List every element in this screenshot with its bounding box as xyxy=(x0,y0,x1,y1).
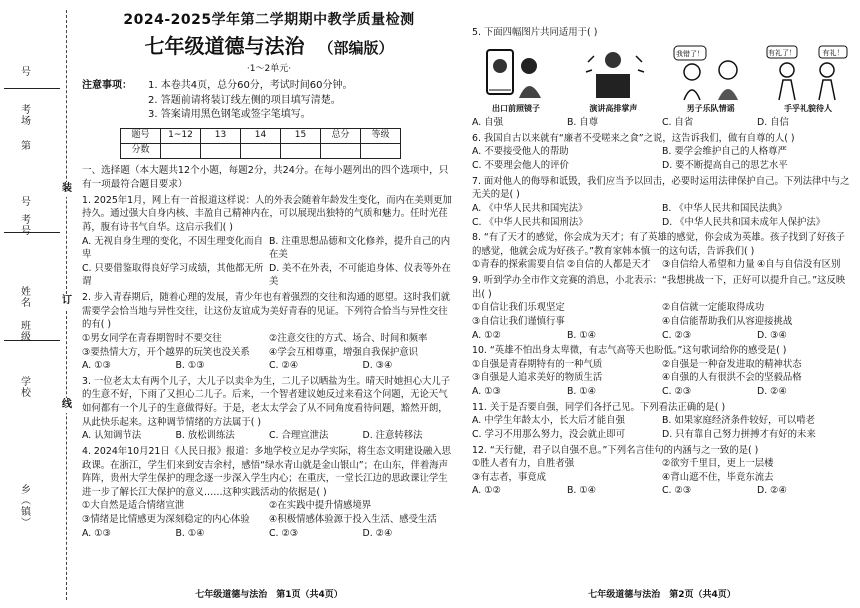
score-header-cell: 14 xyxy=(241,128,281,143)
bubble-text: 有礼了！ xyxy=(767,48,796,57)
label-school: 学校 xyxy=(18,376,30,398)
question-stem: 12. “天行健，君子以自强不息。”下列名言佳句的内涵与之一致的是( ) xyxy=(472,444,759,456)
score-cell[interactable] xyxy=(361,143,401,158)
option: C. 只要借鉴取得良好学习成绩，其他都无所谓 xyxy=(82,262,264,288)
score-cell[interactable] xyxy=(201,143,241,158)
answer-choice: D. 注意转移法 xyxy=(362,430,423,442)
label-number-2: 号 xyxy=(18,196,30,207)
label-exam-number: 考号 xyxy=(18,214,30,236)
answer-choice: D. ③④ xyxy=(362,360,393,372)
option: A. 无视自身生理的变化，不因生理变化而自卑 xyxy=(82,235,263,261)
option: C. 《中华人民共和国刑法》 xyxy=(472,216,588,228)
answer-choice: D. 自信 xyxy=(757,117,789,129)
subject-name: 七年级道德与法治 xyxy=(144,34,305,59)
question-1 xyxy=(82,194,456,289)
label-exam-room: 考场 xyxy=(18,104,30,126)
score-cell[interactable] xyxy=(281,143,321,158)
option: C. 不要理会他人的评价 xyxy=(472,160,569,172)
answer-choice: C. 自省 xyxy=(662,117,694,129)
subject-title xyxy=(82,32,456,61)
statement: ②在实践中提升情感境界 xyxy=(269,500,372,512)
answer-choice: B. 放松训练法 xyxy=(175,430,235,442)
mirror-illustration xyxy=(481,44,551,102)
question-stem: 11. 关于是否要自强，同学们各抒己见。下列看法正确的是( ) xyxy=(472,401,726,413)
question-stem: 4. 2024年10月21日《人民日报》报道：多地学校立足办学实际，将生态文明建设融入思政课。在浙江，学生们来到安吉余村，感悟“绿水青山就是金山银山”；在山东，伴着海声阵阵，贵州大学生保护的理念逐一步深入学生内心；在重庆，一堂长江边的思政课让学生进一步了解长江大保护的意义……这种实践活动的依据是( ) xyxy=(82,445,452,498)
answer-choice: C. ②③ xyxy=(662,485,692,497)
statement: ②自强是一种奋发进取的精神状态 xyxy=(662,358,802,370)
edition-label: （部编版） xyxy=(318,39,394,58)
answer-choice: B. ①④ xyxy=(567,386,597,398)
statement: ①自信让我们乐观坚定 xyxy=(472,302,565,314)
binding-word-zhuang: 装 xyxy=(62,182,72,197)
bubble-text: 有礼！ xyxy=(822,48,844,57)
binding-word-xian: 线 xyxy=(62,398,72,413)
statement: ③有志者，事竟成 xyxy=(472,471,547,483)
label-class: 班级 xyxy=(18,320,30,342)
statement: ②自信就一定能取得成功 xyxy=(662,302,765,314)
statement: ③自信给人希望和力量 xyxy=(662,259,755,271)
option: B. 如果家庭经济条件较好，可以啃老 xyxy=(662,415,816,427)
answer-choice: B. ①④ xyxy=(175,527,205,539)
fill-line xyxy=(4,232,60,233)
score-cell[interactable] xyxy=(321,143,361,158)
cartoon-caption: 演讲高排掌声 xyxy=(589,103,638,113)
option: C. 学习不用那么努力，没会就止即可 xyxy=(472,428,626,440)
answer-choice: D. ②④ xyxy=(757,485,787,497)
statement: ④自强的人有很洪不会的坚毅品格 xyxy=(662,372,802,384)
question-stem: 10. “英雄不怕出身太卑微，有志气高等天也盼低。”这句歌词给你的感受是( ) xyxy=(472,345,787,357)
page-1 xyxy=(82,10,456,606)
section-heading: 一、选择题（本大题共12个小题，每题2分，共24分。在每小题列出的四个选项中，只有一项最符合题目要求） xyxy=(82,164,449,190)
answer-choice: A. ①③ xyxy=(472,386,502,398)
label-number: 号 xyxy=(18,66,30,77)
page-2 xyxy=(472,24,852,606)
cartoon-speech xyxy=(569,44,657,115)
statement: ④积极情感体验源于投入生活、感受生活 xyxy=(269,514,437,526)
option: A. 中学生年龄太小，长大后才能自强 xyxy=(472,415,625,427)
option: D. 要不断提高自己的思艺水平 xyxy=(662,160,788,172)
statement: ④自信能帮助我们从容迎接挑战 xyxy=(662,315,793,327)
statement: ④学会互相尊重，增强自我保护意识 xyxy=(269,346,419,358)
unit-label: ·1～2单元· xyxy=(246,64,292,75)
score-table-row xyxy=(121,143,401,158)
question-stem: 3. 一位老太太有两个儿子，大儿子以卖伞为生，二儿子以晒盐为生。晴天时她担心大儿子的生意不好，下雨了又担心二儿子。后来，一个智者建议她反过来看这个问题，无论天气如何都有一个儿子的生意做得好。于是，老太太学会了从不同角度看待问题，豁然开朗，从此快乐起来。这种调节情绪的方法属于( ) xyxy=(82,375,451,428)
question-8 xyxy=(472,231,852,272)
question-7 xyxy=(472,175,852,230)
binding-sidebar xyxy=(0,0,78,608)
statement: ①大自然是适合情绪宣泄 xyxy=(82,500,185,512)
score-table xyxy=(120,128,401,159)
answer-choice: A. ①③ xyxy=(82,527,112,539)
label-di: 第 xyxy=(18,140,30,151)
statement: ①青春的探索需要自信 xyxy=(472,259,565,271)
note-item: 1. 本卷共4页，总分60分，考试时间60分钟。 xyxy=(148,80,353,92)
statement: ③自强是人追求美好的物质生活 xyxy=(472,372,603,384)
page-footer: 七年级道德与法治 第2页（共4页） xyxy=(588,589,736,600)
note-item: 3. 答案请用黑色钢笔或签字笔填写。 xyxy=(148,109,311,121)
score-header-cell: 1~12 xyxy=(161,128,201,143)
label-name: 姓名 xyxy=(18,286,30,308)
option: B. 注重思想品德和文化修养，提升自己的内在美 xyxy=(269,235,451,261)
statement: ①自强是青春期特有的一种气质 xyxy=(472,358,603,370)
fill-line xyxy=(4,340,60,341)
option: B. 要学会维护自己的人格尊严 xyxy=(662,146,787,158)
answer-choice: C. 合理宣泄法 xyxy=(269,430,329,442)
binding-word-ding: 订 xyxy=(62,294,72,309)
score-cell[interactable] xyxy=(241,143,281,158)
question-5 xyxy=(472,26,852,130)
option: D. 只有靠自己努力拼搏才有好的未来 xyxy=(662,428,816,440)
score-header-cell: 等级 xyxy=(361,128,401,143)
option: D. 美不在外表，不可能追身体、仪表等外在美 xyxy=(269,262,451,288)
page-footer: 七年级道德与法治 第1页（共4页） xyxy=(195,589,343,600)
note-item: 2. 答题前请将装订线左侧的项目填写清楚。 xyxy=(148,94,341,106)
answer-choice: A. ①③ xyxy=(82,360,112,372)
label-town: 乡（镇） xyxy=(18,484,30,528)
notes-label: 注意事项： xyxy=(82,80,132,92)
score-header-cell: 15 xyxy=(281,128,321,143)
statement: ④自与自信没有区别 xyxy=(757,259,841,271)
cartoon-courtesy xyxy=(764,44,852,115)
statement: ②自信的人都是天才 xyxy=(567,259,651,271)
question-stem: 5. 下面四幅图片共同适用于( ) xyxy=(472,27,598,38)
question-11 xyxy=(472,401,852,442)
option: A. 《中华人民共和国宪法》 xyxy=(472,202,588,214)
answer-choice: C. ②③ xyxy=(269,527,299,539)
exam-title: 2024-2025学年第二学期期中教学质量检测 xyxy=(123,12,415,28)
option: D. 《中华人民共和国未成年人保护法》 xyxy=(662,216,826,228)
question-stem: 8. “有了天才的感觉，你会成为天才；有了英雄的感觉，你会成为英雄。孩子找到了好孩子的感觉，他就会成为好孩子。”教育家韩本慎一的这句话，告诉我们( ) xyxy=(472,232,846,257)
question-3 xyxy=(82,375,456,443)
question-stem: 2. 步入青春期后，随着心理的发展，青少年也有着强烈的交往和沟通的愿望。这时我们就需要学会恰当地与异性交往，让这份友谊成为美好青春的见证。下列符合恰当与异性交往的有( ) xyxy=(82,292,451,331)
answer-choice: D. ③④ xyxy=(757,329,787,341)
score-header-cell: 总分 xyxy=(321,128,361,143)
question-stem: 7. 面对他人的侮辱和诋毁，我们应当予以回击，必要时运用法律保护自己。下列法律中与之无关的是( ) xyxy=(472,175,850,201)
question-6 xyxy=(472,132,852,173)
answer-choice: C. ②③ xyxy=(662,329,692,341)
notes-block xyxy=(82,79,456,123)
score-header-cell: 13 xyxy=(201,128,241,143)
courtesy-illustration xyxy=(765,44,851,102)
statement: ①胜人者有力，自胜者强 xyxy=(472,458,575,470)
question-9 xyxy=(472,274,852,342)
answer-choice: B. ①③ xyxy=(175,360,205,372)
option: A. 不要接受他人的帮助 xyxy=(472,146,569,158)
cartoon-caption: 手乎礼貌待人 xyxy=(783,103,832,113)
question-stem: 9. 听到学办全市作文竞赛的消息，小北表示：“我想挑战一下，正好可以提升自己。”这反映出( ) xyxy=(472,275,846,300)
answer-choice: D. ②④ xyxy=(757,386,787,398)
score-row-label: 分数 xyxy=(121,143,161,158)
cartoon-apology xyxy=(667,44,755,115)
apology-illustration xyxy=(672,44,750,102)
cartoon-caption: 男子乐队情谣 xyxy=(686,103,735,113)
question-stem: 1. 2025年1月，网上有一首报道这样说：人的外表会随着年龄发生变化，而内在美则更加持久。通过强大自身内核、丰盈自己精神内在，可以展现出独特的气质和魅力。任时光荏苒，腹有诗书气自华。这启示我们( ) xyxy=(82,194,452,233)
statement: ③要热情大方，开个越界的玩笑也没关系 xyxy=(82,346,250,358)
answer-choice: A. ①② xyxy=(472,485,502,497)
question-10 xyxy=(472,344,852,399)
answer-choice: A. 认知调节法 xyxy=(82,430,142,442)
question-4 xyxy=(82,445,456,540)
cartoon-caption: 出口前照镜子 xyxy=(492,103,540,113)
statement: ①男女同学在青春期智时不要交往 xyxy=(82,332,222,344)
statement: ②注意交往的方式、场合、时间和频率 xyxy=(269,332,428,344)
score-table-header xyxy=(121,128,401,143)
question-2 xyxy=(82,291,456,373)
score-cell[interactable] xyxy=(161,143,201,158)
answer-choice: C. ②③ xyxy=(662,386,692,398)
answer-choice: B. 自尊 xyxy=(567,117,599,129)
statement: ④背山遮不住，毕竟东流去 xyxy=(662,471,774,483)
statement: ②欲穷千里目，更上一层楼 xyxy=(662,458,774,470)
cartoon-mirror xyxy=(472,44,560,115)
answer-choice: C. ②④ xyxy=(269,360,299,372)
answer-choice: A. ①② xyxy=(472,329,502,341)
answer-choice: B. ①④ xyxy=(567,329,597,341)
answer-choice: B. ①④ xyxy=(567,485,597,497)
fill-line xyxy=(4,88,60,89)
question-12 xyxy=(472,444,852,499)
answer-choice: A. 自强 xyxy=(472,117,503,129)
cartoon-strip xyxy=(472,44,852,115)
answer-choice: D. ②④ xyxy=(362,527,393,539)
statement: ③自信让我们谨慎行事 xyxy=(472,315,565,327)
speech-illustration xyxy=(578,44,648,102)
bubble-text: 我错了！ xyxy=(675,49,704,58)
statement: ③情绪是比情感更为深刻稳定的内心体验 xyxy=(82,514,250,526)
question-stem: 6. 我国自古以来就有“廉者不受嗟来之食”之说，这告诉我们，做有自尊的人( ) xyxy=(472,132,795,144)
option: B. 《中华人民共和国民法典》 xyxy=(662,202,787,214)
score-header-cell: 题号 xyxy=(121,128,161,143)
